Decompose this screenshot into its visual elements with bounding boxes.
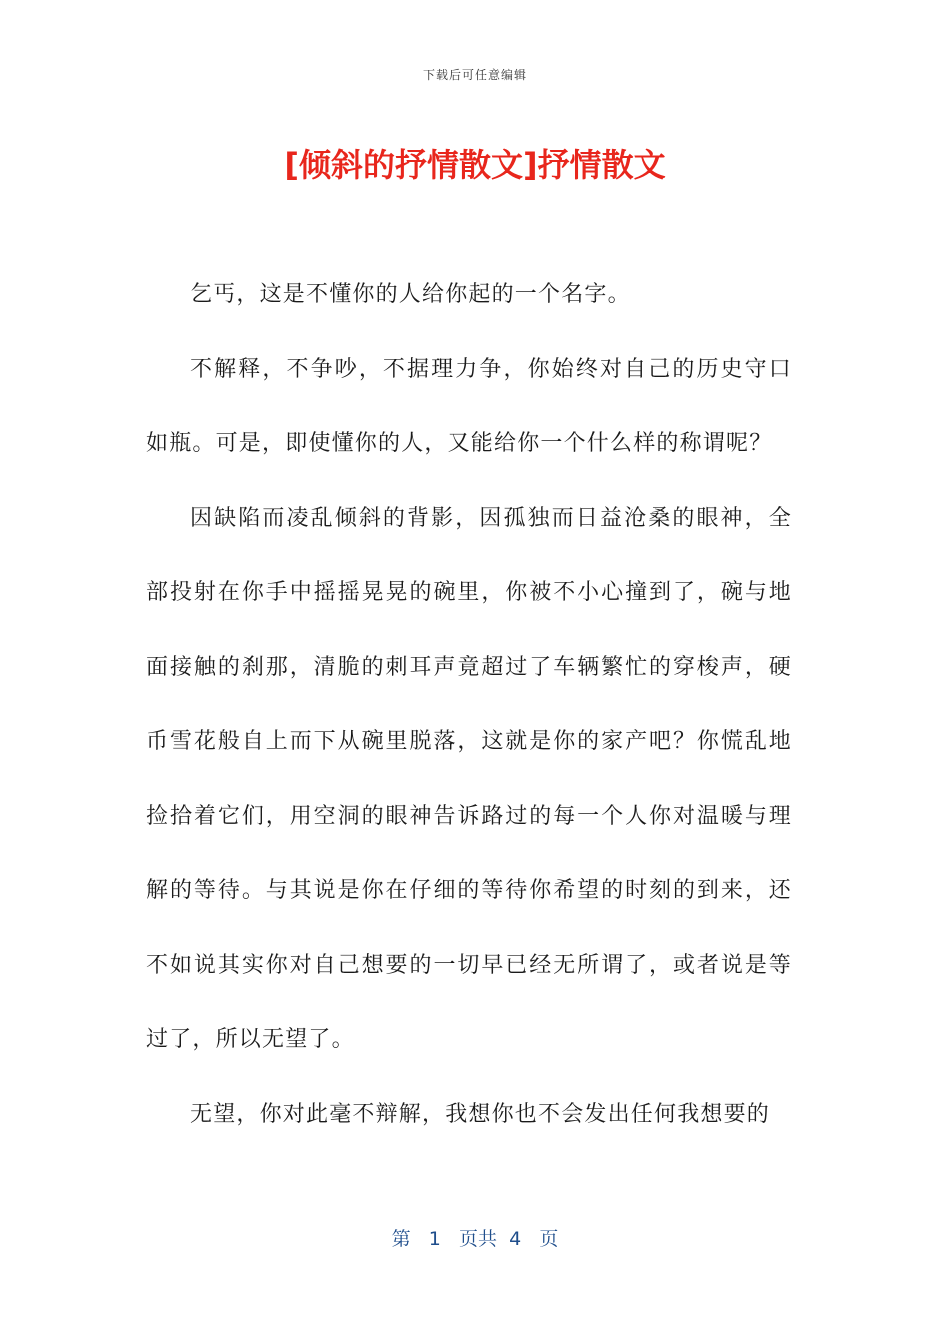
paragraph-3: 因缺陷而凌乱倾斜的背影，因孤独而日益沧桑的眼神，全部投射在你手中摇摇晃晃的碗里，你被不小心撞到了，碗与地面接触的刹那，清脆的刺耳声竟超过了车辆繁忙的穿梭声，硬币雪花般自上而下从碗里脱落，这就是你的家产吧？你慌乱地捡拾着它们，用空洞的眼神告诉路过的每一个人你对温暖与理解的等待。与其说是你在仔细的等待你希望的时刻的到来，还不如说其实你对自己想要的一切早已经无所谓了，或者说是等过了，所以无望了。 (146, 505, 792, 1052)
page-footer (0, 1224, 950, 1251)
paragraph-2: 不解释，不争吵，不据理力争，你始终对自己的历史守口如瓶。可是，即使懂你的人，又能给你一个什么样的称谓呢？ (146, 356, 792, 456)
document-body (146, 258, 792, 1152)
footer-total-pages: 4 (509, 1228, 522, 1250)
footer-suffix: 页 (539, 1228, 559, 1250)
footer-prefix: 第 (391, 1228, 411, 1250)
paragraph-4: 无望，你对此毫不辩解，我想你也不会发出任何我想要的 (190, 1101, 771, 1127)
header-note: 下载后可任意编辑 (422, 68, 527, 82)
footer-page-number: 1 (428, 1228, 441, 1250)
footer-middle: 页共 (459, 1228, 498, 1250)
paragraph-1: 乞丐，这是不懂你的人给你起的一个名字。 (190, 282, 631, 307)
document-title: [倾斜的抒情散文]抒情散文 (284, 146, 666, 184)
